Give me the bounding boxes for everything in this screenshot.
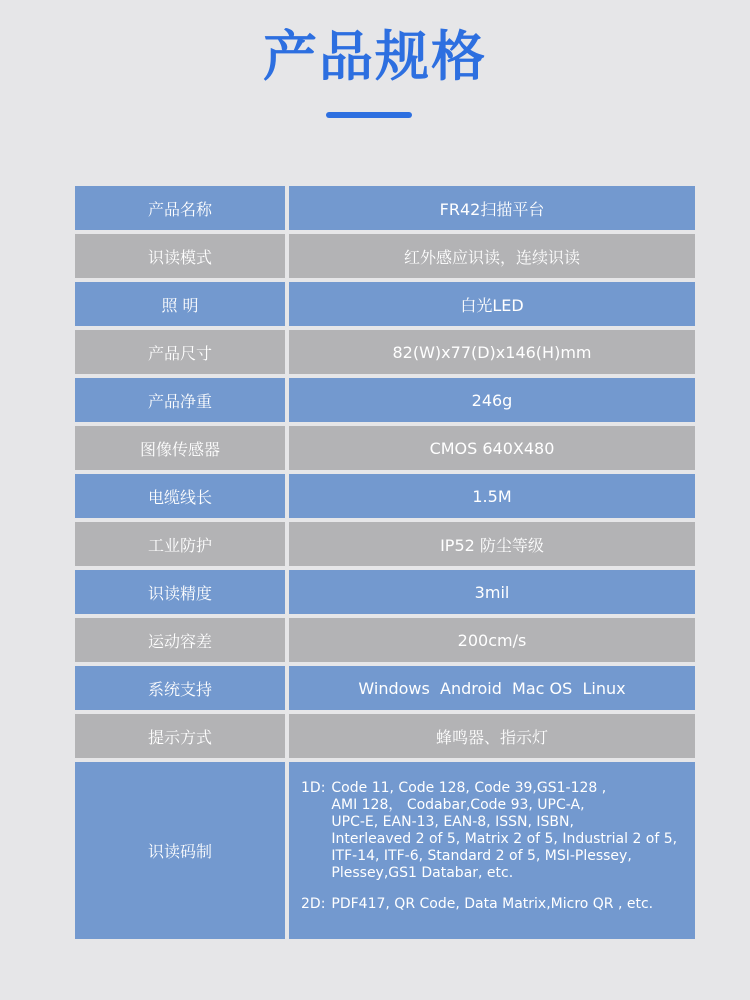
spec-label: 运动容差 <box>75 618 285 662</box>
spec-label: 识读精度 <box>75 570 285 614</box>
spec-value: 246g <box>289 378 695 422</box>
spec-row-symbologies <box>75 762 695 939</box>
spec-value: 蜂鸣器、指示灯 <box>289 714 695 758</box>
symbology-1d-line: Plessey,GS1 Databar, etc. <box>331 865 514 881</box>
spec-label: 图像传感器 <box>75 426 285 470</box>
symbology-1d-line: ITF-14, ITF-6, Standard 2 of 5, MSI-Plessey, <box>331 848 632 864</box>
spec-row <box>75 618 695 662</box>
spec-value: FR42扫描平台 <box>289 186 695 230</box>
spec-table <box>75 186 695 943</box>
page-title: 产品规格 <box>263 25 487 88</box>
symbology-2d-prefix: 2D: <box>301 896 326 912</box>
spec-value: 1.5M <box>289 474 695 518</box>
spec-value: 82(W)x77(D)x146(H)mm <box>289 330 695 374</box>
spec-value: 3mil <box>289 570 695 614</box>
spec-row <box>75 378 695 422</box>
spec-label: 产品净重 <box>75 378 285 422</box>
spec-value: 红外感应识读，连续识读 <box>289 234 695 278</box>
symbology-2d <box>301 896 677 913</box>
spec-value: 白光LED <box>289 282 695 326</box>
symbology-1d-line: UPC-E, EAN-13, EAN-8, ISSN, ISBN, <box>331 814 574 830</box>
spec-value: Windows Android Mac OS Linux <box>289 666 695 710</box>
spec-row <box>75 186 695 230</box>
spec-row <box>75 522 695 566</box>
symbology-1d <box>301 780 677 882</box>
spec-value: CMOS 640X480 <box>289 426 695 470</box>
spec-row <box>75 282 695 326</box>
spec-row <box>75 714 695 758</box>
spec-value: IP52 防尘等级 <box>289 522 695 566</box>
spec-row <box>75 426 695 470</box>
spec-label: 提示方式 <box>75 714 285 758</box>
spec-label: 工业防护 <box>75 522 285 566</box>
spec-row <box>75 330 695 374</box>
symbology-1d-line: Interleaved 2 of 5, Matrix 2 of 5, Industrial 2 of 5, <box>331 831 678 847</box>
spec-label: 识读码制 <box>75 762 285 939</box>
symbology-2d-line: PDF417, QR Code, Data Matrix,Micro QR , etc. <box>331 896 654 912</box>
symbology-1d-line: Code 11, Code 128, Code 39,GS1-128 , <box>331 780 607 796</box>
symbology-1d-prefix: 1D: <box>301 780 326 796</box>
title-underline <box>326 112 412 118</box>
spec-row <box>75 666 695 710</box>
spec-label: 照 明 <box>75 282 285 326</box>
spec-row <box>75 474 695 518</box>
spec-value: 200cm/s <box>289 618 695 662</box>
spec-label: 识读模式 <box>75 234 285 278</box>
spec-row <box>75 234 695 278</box>
spec-label: 系统支持 <box>75 666 285 710</box>
spec-row <box>75 570 695 614</box>
symbology-1d-line: AMI 128， Codabar,Code 93, UPC-A, <box>331 797 585 813</box>
spec-label: 产品名称 <box>75 186 285 230</box>
spec-label: 产品尺寸 <box>75 330 285 374</box>
spec-label: 电缆线长 <box>75 474 285 518</box>
symbology-list <box>289 762 695 939</box>
